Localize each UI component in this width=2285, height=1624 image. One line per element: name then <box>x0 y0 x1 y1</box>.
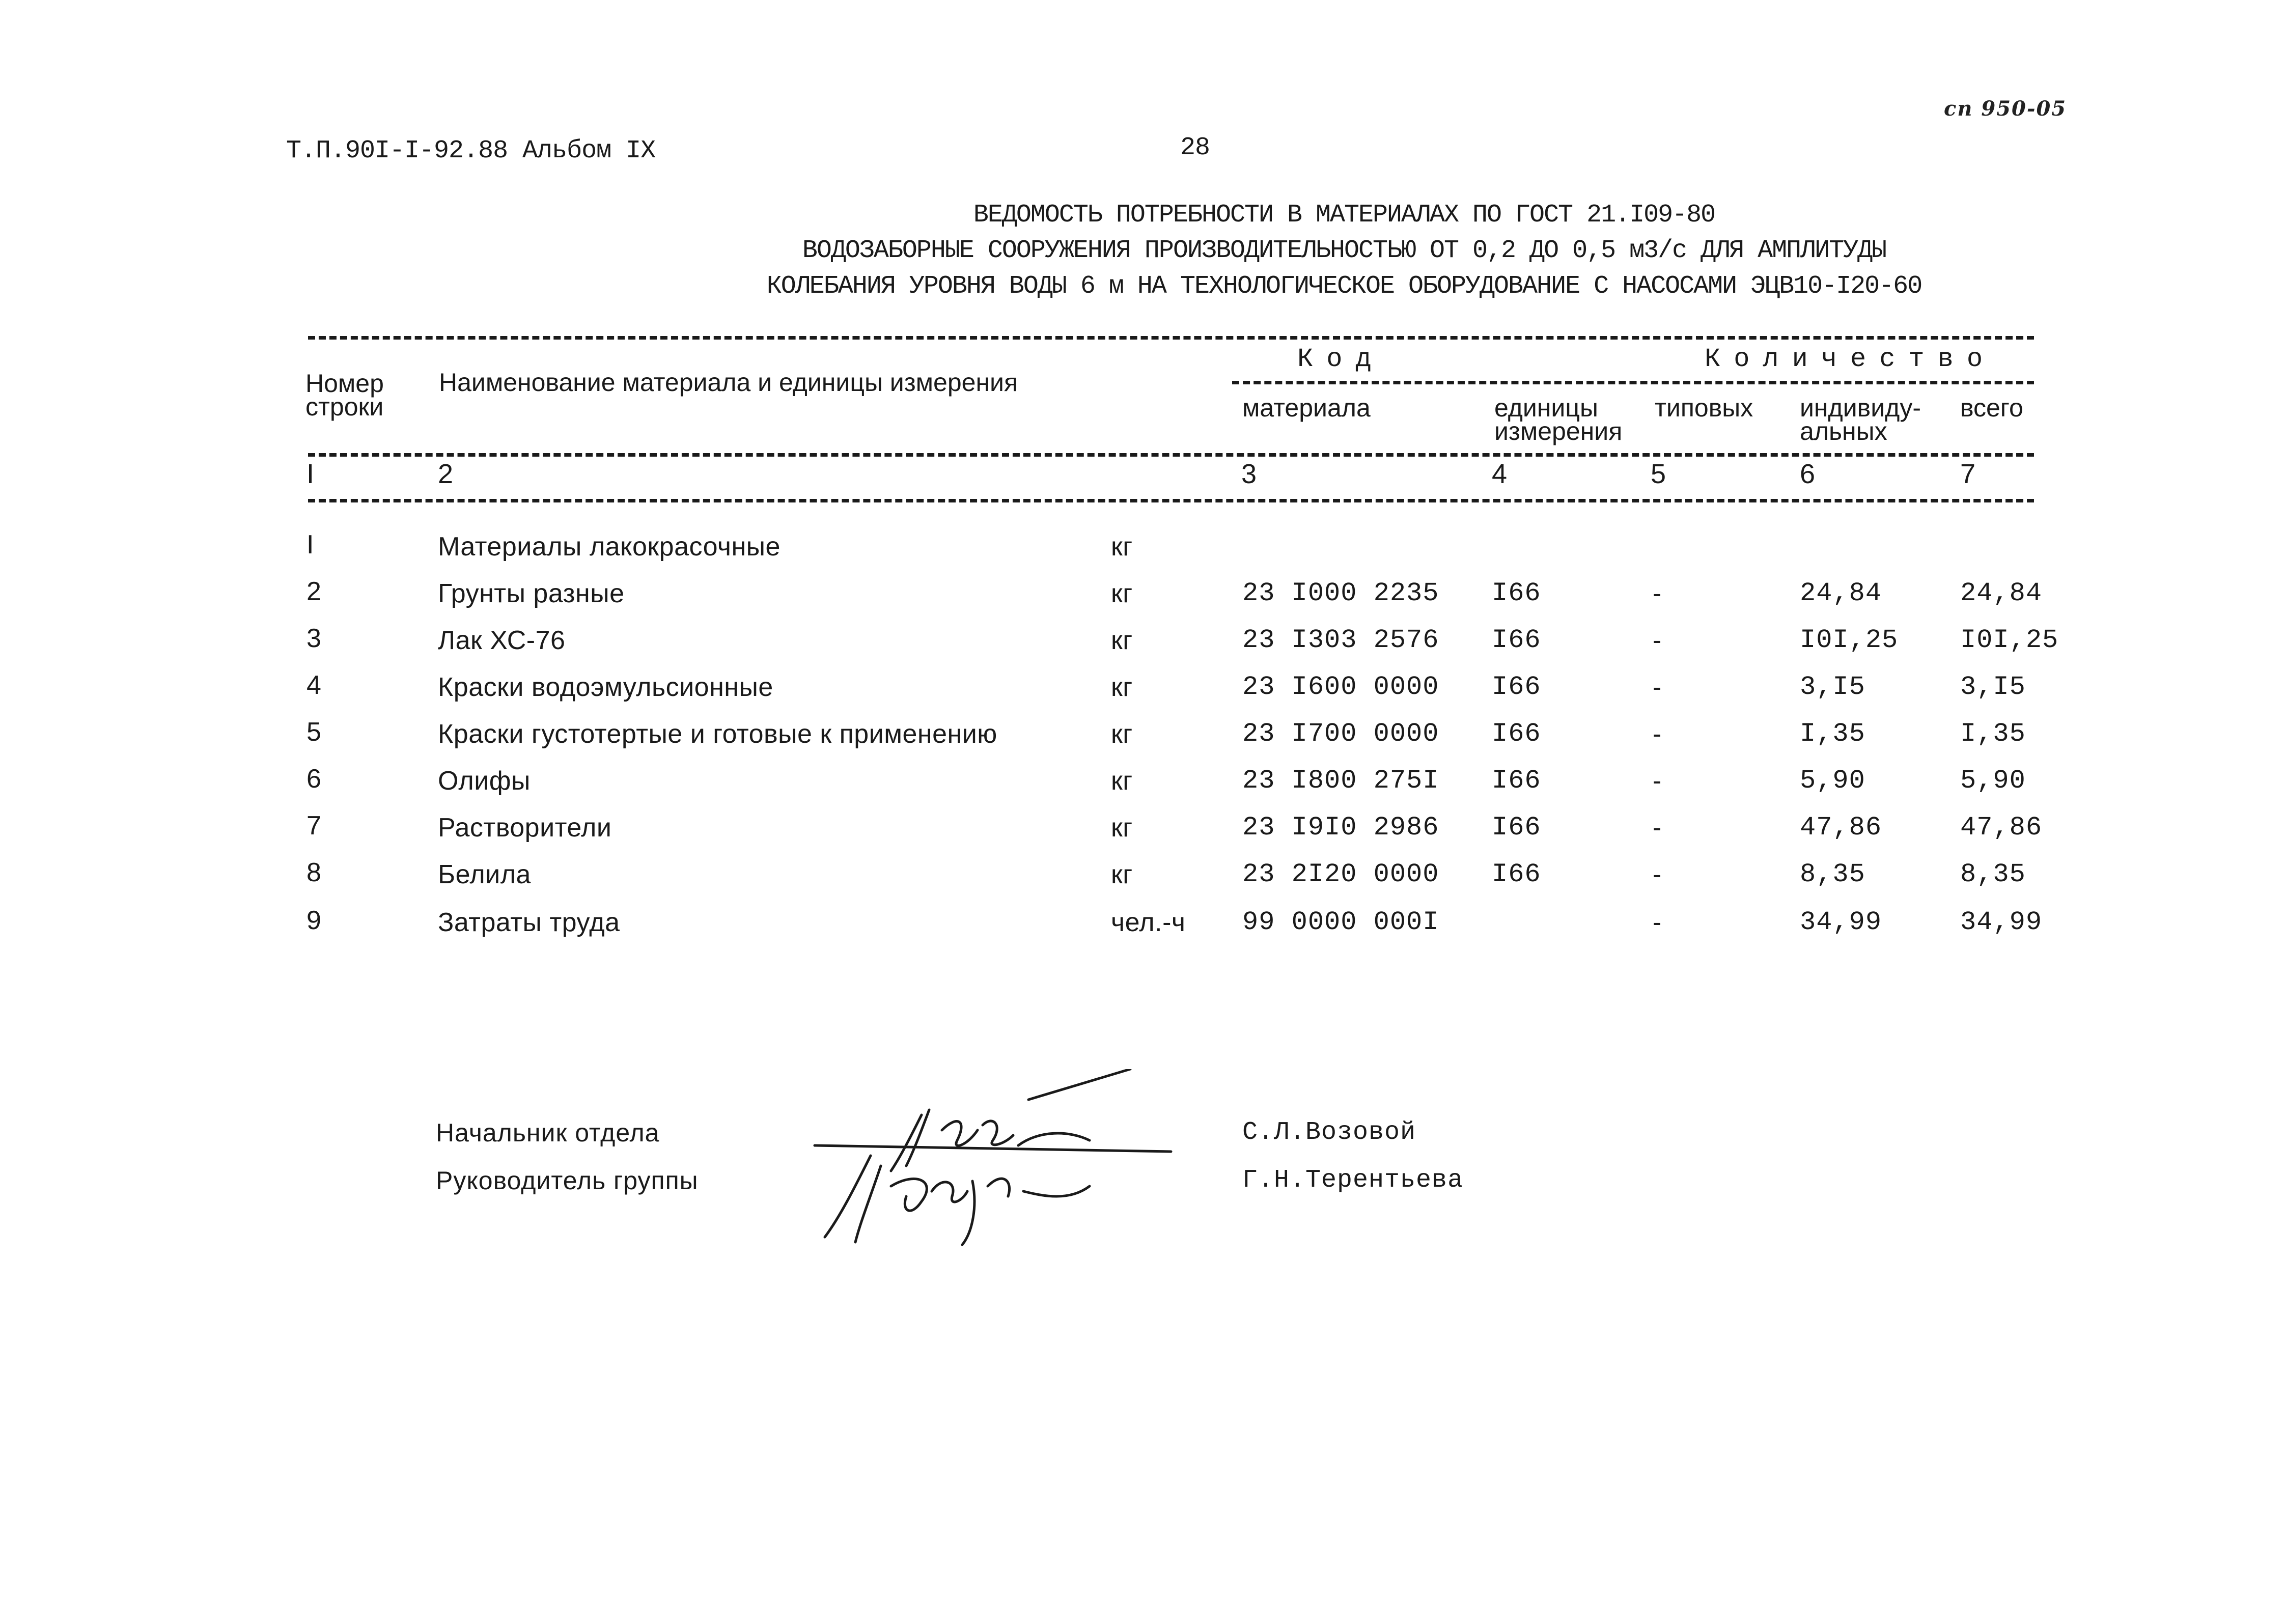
material-name: Материалы лакокрасочные <box>438 532 781 562</box>
unit: чел.-ч <box>1111 908 1186 937</box>
unit-code: I66 <box>1492 766 1541 796</box>
material-name: Краски густотертые и готовые к применению <box>438 719 997 749</box>
material-name: Олифы <box>438 766 531 796</box>
row-number: 2 <box>306 577 322 606</box>
material-name: Растворители <box>438 813 612 843</box>
header-code-unit-line1: единицы <box>1494 394 1598 422</box>
qty-typical: - <box>1653 673 1662 702</box>
qty-individual: 3,I5 <box>1800 672 1865 702</box>
qty-total: 8,35 <box>1960 859 2026 889</box>
unit-code: I66 <box>1492 578 1541 608</box>
material-name: Затраты труда <box>438 908 620 937</box>
unit: кг <box>1111 626 1133 655</box>
unit: кг <box>1111 719 1133 749</box>
page-number: 28 <box>1180 133 1210 162</box>
row-number: 4 <box>306 670 322 700</box>
header-row-number-line2: строки <box>305 393 384 421</box>
qty-individual: 34,99 <box>1800 907 1882 937</box>
qty-typical: - <box>1653 719 1662 749</box>
column-number: 2 <box>438 459 454 489</box>
signature-role-group-lead: Руководитель группы <box>436 1166 699 1195</box>
row-number: 3 <box>306 624 322 653</box>
column-number: 5 <box>1651 459 1666 489</box>
qty-individual: 5,90 <box>1800 766 1865 796</box>
material-name: Лак ХС-76 <box>438 626 566 655</box>
qty-total: 5,90 <box>1960 766 2026 796</box>
column-number-bottom-rule <box>308 499 2034 502</box>
signature-name-1: С.Л.Возовой <box>1242 1118 1416 1147</box>
material-name: Краски водоэмульсионные <box>438 673 773 702</box>
header-material-name: Наименование материала и единицы измерения <box>439 368 1018 397</box>
unit: кг <box>1111 766 1133 796</box>
qty-total: 47,86 <box>1960 813 2043 843</box>
unit-code: I66 <box>1492 859 1541 889</box>
column-number: 7 <box>1960 459 1976 489</box>
signature-name-2: Г.Н.Терентьева <box>1242 1166 1464 1195</box>
material-code: 23 I600 0000 <box>1242 672 1439 702</box>
qty-individual: 24,84 <box>1800 578 1882 608</box>
material-name: Грунты разные <box>438 579 625 608</box>
header-code-group: Код <box>1297 344 1385 374</box>
qty-individual: I,35 <box>1800 719 1865 749</box>
qty-total: 3,I5 <box>1960 672 2026 702</box>
column-number-top-rule <box>308 453 2034 457</box>
document-reference: Т.П.90I-I-92.88 Альбом IX <box>286 136 656 165</box>
unit: кг <box>1111 673 1133 702</box>
qty-total: I0I,25 <box>1960 625 2059 655</box>
group-sub-rule <box>1232 381 2034 384</box>
unit-code: I66 <box>1492 672 1541 702</box>
column-number: 6 <box>1800 459 1816 489</box>
header-row-number <box>305 369 384 421</box>
header-code-unit <box>1494 396 1622 443</box>
inventory-stamp: сп 950-05 <box>1944 97 2067 121</box>
qty-individual: I0I,25 <box>1800 625 1899 655</box>
row-number: 6 <box>306 764 322 794</box>
unit-code: I66 <box>1492 813 1541 843</box>
unit-code: I66 <box>1492 625 1541 655</box>
material-code: 23 I000 2235 <box>1242 578 1439 608</box>
qty-typical: - <box>1653 579 1662 608</box>
header-qty-individual-line1: индивиду- <box>1800 394 1921 422</box>
unit: кг <box>1111 813 1133 843</box>
row-number: 9 <box>306 906 322 935</box>
qty-individual: 8,35 <box>1800 859 1865 889</box>
header-code-material: материала <box>1242 394 1371 422</box>
signature-role-head: Начальник отдела <box>436 1118 660 1147</box>
title-line-1: ВЕДОМОСТЬ ПОТРЕБНОСТИ В МАТЕРИАЛАХ ПО ГОСТ 21.I09-80 <box>973 201 1715 230</box>
qty-individual: 47,86 <box>1800 813 1882 843</box>
qty-typical: - <box>1653 813 1662 843</box>
header-code-unit-line2: измерения <box>1494 417 1623 445</box>
header-quantity-group: Количество <box>1705 344 1996 374</box>
row-number: 7 <box>306 811 322 841</box>
material-name: Белила <box>438 860 531 889</box>
unit-code: I66 <box>1492 719 1541 749</box>
unit: кг <box>1111 860 1133 889</box>
qty-typical: - <box>1653 626 1662 655</box>
qty-typical: - <box>1653 766 1662 796</box>
header-qty-typical: типовых <box>1655 394 1753 422</box>
qty-typical: - <box>1653 908 1662 937</box>
material-code: 23 I9I0 2986 <box>1242 813 1439 843</box>
material-code: 23 2I20 0000 <box>1242 859 1439 889</box>
header-qty-total: всего <box>1960 394 2023 422</box>
qty-total: I,35 <box>1960 719 2026 749</box>
row-number: I <box>306 530 314 559</box>
column-number: I <box>306 459 315 489</box>
table-top-rule <box>308 336 2034 340</box>
material-code: 23 I800 275I <box>1242 766 1439 796</box>
qty-typical: - <box>1653 860 1662 889</box>
header-row-number-line1: Номер <box>305 369 384 398</box>
unit: кг <box>1111 532 1133 562</box>
handwritten-signatures <box>804 1069 1191 1252</box>
header-qty-individual <box>1800 396 1921 443</box>
row-number: 5 <box>306 717 322 747</box>
material-code: 23 I700 0000 <box>1242 719 1439 749</box>
column-number: 4 <box>1492 459 1508 489</box>
unit: кг <box>1111 579 1133 608</box>
qty-total: 24,84 <box>1960 578 2043 608</box>
qty-total: 34,99 <box>1960 907 2043 937</box>
column-number: 3 <box>1241 459 1257 489</box>
row-number: 8 <box>306 858 322 887</box>
material-code: 99 0000 000I <box>1242 907 1439 937</box>
material-code: 23 I303 2576 <box>1242 625 1439 655</box>
title-line-2: ВОДОЗАБОРНЫЕ СООРУЖЕНИЯ ПРОИЗВОДИТЕЛЬНОСТЬЮ ОТ 0,2 ДО 0,5 м3/с ДЛЯ АМПЛИТУДЫ <box>802 236 1886 265</box>
header-qty-individual-line2: альных <box>1800 417 1887 445</box>
title-line-3: КОЛЕБАНИЯ УРОВНЯ ВОДЫ 6 м НА ТЕХНОЛОГИЧЕСКОЕ ОБОРУДОВАНИЕ С НАСОСАМИ ЭЦВ10-I20-60 <box>766 272 1922 301</box>
